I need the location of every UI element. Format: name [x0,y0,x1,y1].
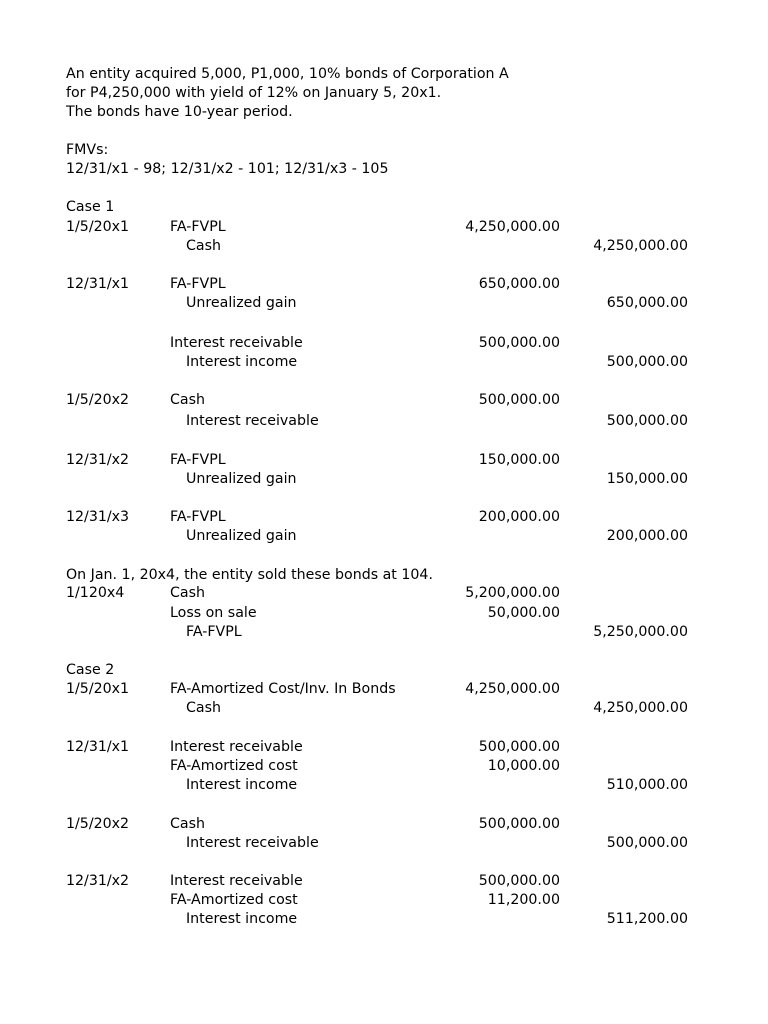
journal-row [0,835,768,852]
account-debit: Cash [170,585,205,601]
journal-row [0,892,768,909]
journal-row [0,413,768,430]
journal-row [0,528,768,545]
case-1-title: Case 1 [66,199,115,215]
journal-row [0,452,768,469]
entry-date: 1/5/20x1 [66,681,130,697]
case-2-title: Case 2 [66,662,115,678]
journal-row [0,335,768,352]
journal-row [0,354,768,371]
account-debit: Cash [170,392,205,408]
account-debit: Interest receivable [170,335,303,351]
journal-row [0,777,768,794]
credit-amount: 150,000.00 [606,471,688,487]
journal-row [0,295,768,312]
journal-row [0,739,768,756]
account-credit: Unrealized gain [186,295,297,311]
fmv-values: 12/31/x1 - 98; 12/31/x2 - 101; 12/31/x3 - 105 [66,161,389,177]
intro-line-1: An entity acquired 5,000, P1,000, 10% bonds of Corporation A [66,66,509,82]
intro-line-3: The bonds have 10-year period. [66,104,293,120]
debit-amount: 5,200,000.00 [465,585,560,601]
entry-date: 12/31/x1 [66,739,130,755]
account-debit: FA-FVPL [170,219,226,235]
debit-amount: 11,200.00 [487,892,560,908]
debit-amount: 500,000.00 [478,335,560,351]
account-credit: Interest receivable [186,835,319,851]
journal-row [0,816,768,833]
entry-date: 12/31/x1 [66,276,130,292]
account-credit: FA-FVPL [186,624,242,640]
debit-amount: 50,000.00 [487,605,560,621]
account-credit: Interest income [186,354,298,370]
credit-amount: 500,000.00 [606,354,688,370]
journal-row [0,509,768,526]
account-debit: FA-Amortized cost [170,758,298,774]
account-credit: Interest income [186,777,298,793]
credit-amount: 510,000.00 [606,777,688,793]
account-credit: Cash [186,700,221,716]
account-credit: Unrealized gain [186,471,297,487]
debit-amount: 500,000.00 [478,873,560,889]
journal-row [0,276,768,293]
account-credit: Interest receivable [186,413,319,429]
debit-amount: 500,000.00 [478,392,560,408]
journal-row [0,681,768,698]
account-debit: Loss on sale [170,605,257,621]
debit-amount: 10,000.00 [487,758,560,774]
journal-row [0,219,768,236]
journal-row [0,585,768,602]
entry-date: 1/5/20x2 [66,816,130,832]
journal-row [0,605,768,622]
account-debit: Interest receivable [170,873,303,889]
journal-row [0,873,768,890]
debit-amount: 4,250,000.00 [465,681,560,697]
credit-amount: 650,000.00 [606,295,688,311]
debit-amount: 650,000.00 [478,276,560,292]
account-debit: FA-FVPL [170,452,226,468]
credit-amount: 4,250,000.00 [593,238,688,254]
entry-date: 12/31/x3 [66,509,130,525]
fmv-label: FMVs: [66,142,109,158]
entry-date: 1/5/20x2 [66,392,130,408]
entry-date: 12/31/x2 [66,873,130,889]
credit-amount: 5,250,000.00 [593,624,688,640]
entry-date: 1/120x4 [66,585,125,601]
credit-amount: 500,000.00 [606,413,688,429]
journal-row [0,238,768,255]
journal-row [0,624,768,641]
journal-row [0,392,768,409]
account-credit: Unrealized gain [186,528,297,544]
account-credit: Cash [186,238,221,254]
account-debit: FA-FVPL [170,509,226,525]
credit-amount: 200,000.00 [606,528,688,544]
account-debit: Cash [170,816,205,832]
credit-amount: 511,200.00 [606,911,688,927]
credit-amount: 500,000.00 [606,835,688,851]
credit-amount: 4,250,000.00 [593,700,688,716]
debit-amount: 500,000.00 [478,739,560,755]
account-debit: FA-Amortized Cost/Inv. In Bonds [170,681,396,697]
debit-amount: 4,250,000.00 [465,219,560,235]
journal-row [0,911,768,928]
account-debit: Interest receivable [170,739,303,755]
account-debit: FA-Amortized cost [170,892,298,908]
debit-amount: 150,000.00 [478,452,560,468]
debit-amount: 200,000.00 [478,509,560,525]
account-debit: FA-FVPL [170,276,226,292]
journal-row [0,471,768,488]
journal-row [0,700,768,717]
intro-line-2: for P4,250,000 with yield of 12% on January 5, 20x1. [66,85,442,101]
debit-amount: 500,000.00 [478,816,560,832]
journal-row [0,758,768,775]
entry-date: 12/31/x2 [66,452,130,468]
account-credit: Interest income [186,911,298,927]
entry-date: 1/5/20x1 [66,219,130,235]
sale-note: On Jan. 1, 20x4, the entity sold these bonds at 104. [66,567,433,583]
